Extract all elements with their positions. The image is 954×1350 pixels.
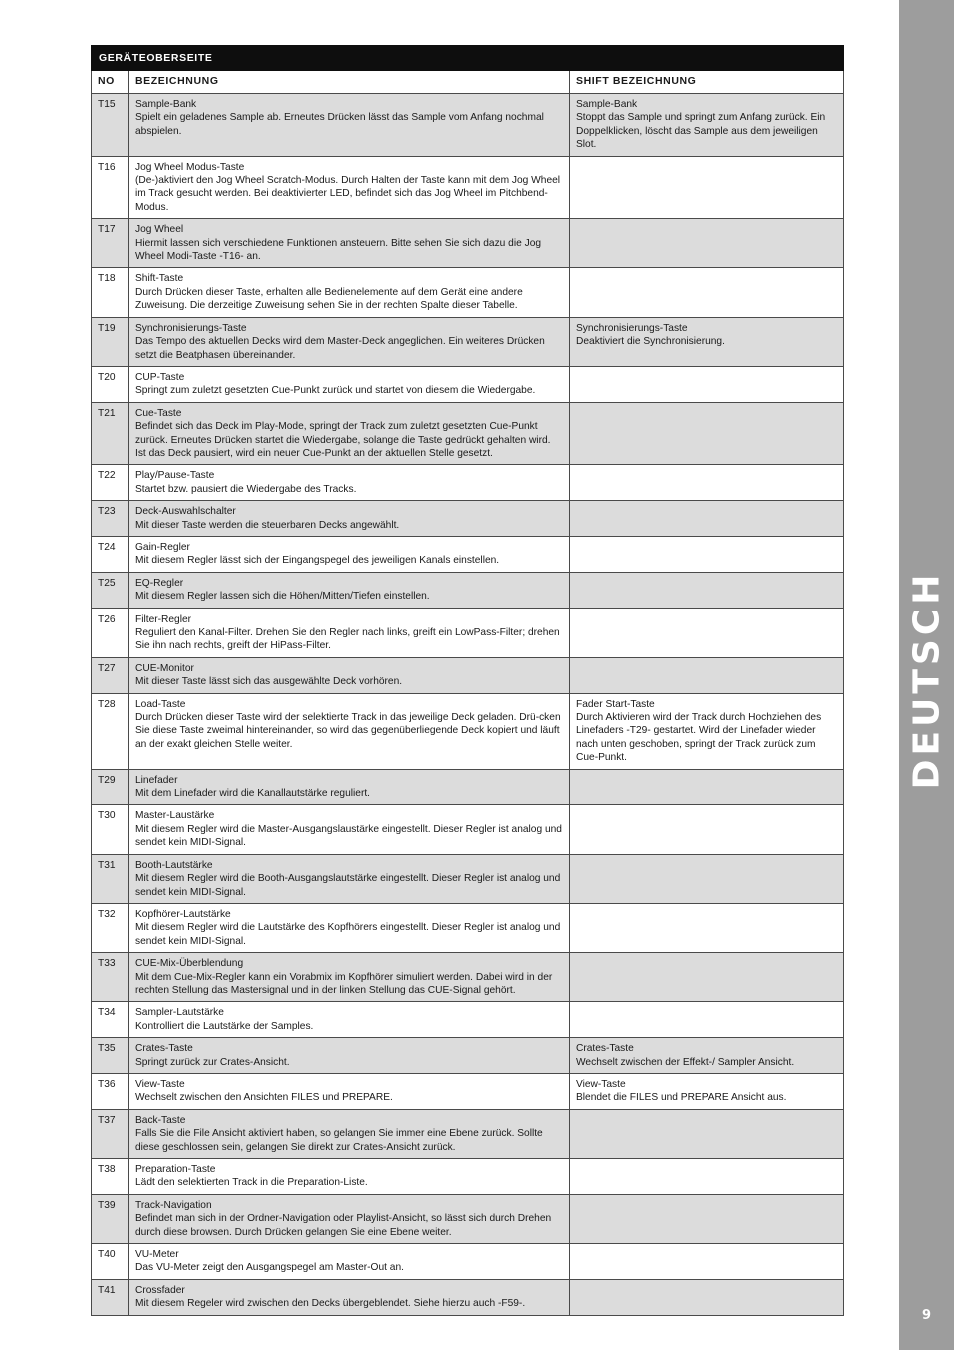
control-name: Synchronisierungs-Taste	[135, 322, 247, 334]
row-shift-description	[570, 1002, 844, 1038]
control-description: Mit diesem Regler wird die Master-Ausgangslaustärke eingestellt. Dieser Regler ist analog und sendet kein MIDI-Signal.	[135, 823, 562, 849]
table-row	[92, 608, 844, 657]
row-number-text: T21	[98, 407, 116, 419]
row-description	[129, 366, 570, 402]
control-name: Sample-Bank	[135, 99, 197, 110]
row-shift-description	[570, 1073, 844, 1109]
control-description: Mit dieser Taste lässt sich das ausgewählte Deck vorhören.	[135, 676, 403, 688]
row-shift-description	[570, 657, 844, 693]
control-description: Falls Sie die File Ansicht aktiviert haben, so gelangen Sie immer eine Ebene zurück. Sollte diese geschlossen sein, gelangen Sie direkt zur Crates-Ansicht zurück.	[135, 1128, 543, 1153]
row-number	[92, 953, 129, 1002]
shift-control-description: Blendet die FILES und PREPARE Ansicht aus.	[576, 1092, 787, 1104]
control-name: VU-Meter	[135, 1249, 179, 1261]
row-number-text: T19	[98, 322, 116, 334]
table-row	[92, 953, 844, 1002]
row-shift-description	[570, 501, 844, 537]
row-number	[92, 805, 129, 854]
row-description	[129, 1038, 570, 1074]
row-number-text: T41	[98, 1284, 116, 1296]
control-name: Cue-Taste	[135, 407, 182, 419]
row-shift-description	[570, 94, 844, 157]
control-description: Kontrolliert die Lautstärke der Samples.	[135, 1020, 314, 1032]
row-number	[92, 657, 129, 693]
row-number	[92, 536, 129, 572]
column-header-shift: SHIFT BEZEICHNUNG	[570, 71, 844, 94]
row-shift-description	[570, 805, 844, 854]
row-number-text: T25	[98, 577, 116, 589]
control-name: Kopfhörer-Lautstärke	[135, 908, 231, 920]
row-description	[129, 572, 570, 608]
row-description	[129, 501, 570, 537]
shift-control-name: Synchronisierungs-Taste	[576, 322, 688, 334]
section-title: GERÄTEOBERSEITE	[92, 46, 844, 71]
control-description: (De-)aktiviert den Jog Wheel Scratch-Modus. Durch Halten der Taste kann mit dem Jog Wheel im Track gesucht werden. Bei deaktivierter LED, befindet sich das Jog Wheel im Pitchbend-Modus.	[135, 175, 561, 213]
row-shift-description	[570, 769, 844, 805]
table-row	[92, 1109, 844, 1158]
control-description: Mit diesem Regler wird die Lautstärke des Kopfhörers eingestellt. Dieser Regler ist analog und sendet kein MIDI-Signal.	[135, 922, 561, 947]
row-description	[129, 953, 570, 1002]
control-description: Springt zum zuletzt gesetzten Cue-Punkt zurück und startet von diesem die Wiedergabe.	[135, 385, 536, 397]
shift-control-name: View-Taste	[576, 1078, 626, 1090]
table-row	[92, 1159, 844, 1195]
table-row	[92, 903, 844, 952]
row-description	[129, 1002, 570, 1038]
language-title-text: DEUTSCH	[906, 570, 947, 790]
table-row	[92, 1279, 844, 1315]
row-number-text: T18	[98, 273, 116, 285]
control-description: Spielt ein geladenes Sample ab. Erneutes Drücken lässt das Sample vom Anfang nochmal abspielen.	[135, 112, 544, 137]
control-description: Mit diesem Regeler wird zwischen den Decks übergeblendet. Siehe hierzu auch -F59-.	[135, 1298, 526, 1310]
control-name: Track-Navigation	[135, 1199, 212, 1211]
control-description: Lädt den selektierten Track in die Preparation-Liste.	[135, 1177, 368, 1189]
row-description	[129, 854, 570, 903]
control-name: Preparation-Taste	[135, 1164, 216, 1175]
row-description	[129, 657, 570, 693]
row-shift-description	[570, 1109, 844, 1158]
row-number-text: T33	[98, 958, 116, 970]
row-description	[129, 536, 570, 572]
table-row	[92, 769, 844, 805]
shift-control-description: Deaktiviert die Synchronisierung.	[576, 336, 725, 348]
control-name: Booth-Lautstärke	[135, 859, 213, 871]
row-number-text: T37	[98, 1114, 116, 1126]
row-description	[129, 903, 570, 952]
row-description	[129, 317, 570, 366]
row-shift-description	[570, 1038, 844, 1074]
row-description	[129, 156, 570, 219]
row-description	[129, 608, 570, 657]
language-title	[899, 560, 954, 800]
row-number	[92, 854, 129, 903]
row-number-text: T15	[98, 99, 116, 110]
row-description	[129, 693, 570, 769]
row-number-text: T24	[98, 541, 116, 553]
row-description	[129, 219, 570, 268]
row-number-text: T23	[98, 506, 116, 518]
row-number	[92, 1159, 129, 1195]
table-row	[92, 1002, 844, 1038]
control-name: Back-Taste	[135, 1114, 186, 1126]
table-row	[92, 501, 844, 537]
row-number	[92, 1279, 129, 1315]
row-number	[92, 219, 129, 268]
row-shift-description	[570, 903, 844, 952]
shift-control-description: Durch Aktivieren wird der Track durch Hochziehen des Linefaders -T29- gestartet. Wird der Linefader wieder nach unten geschoben, springt der Track zurück zum Cue-Punkt.	[576, 712, 822, 764]
control-description: Mit diesem Regler lassen sich die Höhen/Mitten/Tiefen einstellen.	[135, 591, 430, 603]
table-row	[92, 219, 844, 268]
row-number-text: T28	[98, 698, 116, 710]
row-number	[92, 1073, 129, 1109]
control-name: CUE-Monitor	[135, 662, 194, 674]
table-row	[92, 156, 844, 219]
row-description	[129, 1244, 570, 1280]
control-description: Mit diesem Regler lässt sich der Eingangspegel des jeweiligen Kanals einstellen.	[135, 555, 500, 567]
row-number-text: T38	[98, 1164, 116, 1175]
row-number-text: T40	[98, 1249, 116, 1261]
row-number	[92, 1194, 129, 1243]
row-shift-description	[570, 1194, 844, 1243]
table-row	[92, 1194, 844, 1243]
row-number	[92, 1038, 129, 1074]
row-number	[92, 366, 129, 402]
row-shift-description	[570, 366, 844, 402]
row-description	[129, 1159, 570, 1195]
control-name: CUE-Mix-Überblendung	[135, 958, 244, 970]
row-number-text: T31	[98, 859, 116, 871]
row-number	[92, 1109, 129, 1158]
control-name: Play/Pause-Taste	[135, 470, 215, 482]
row-number	[92, 156, 129, 219]
row-shift-description	[570, 219, 844, 268]
column-header-row	[92, 71, 844, 94]
row-number-text: T22	[98, 470, 116, 482]
row-number-text: T35	[98, 1043, 116, 1055]
shift-control-description: Wechselt zwischen der Effekt-/ Sampler Ansicht.	[576, 1056, 795, 1068]
control-name: Crates-Taste	[135, 1043, 193, 1055]
control-name: Linefader	[135, 774, 178, 786]
table-row	[92, 657, 844, 693]
control-description: Springt zurück zur Crates-Ansicht.	[135, 1056, 290, 1068]
row-description	[129, 769, 570, 805]
column-header-no: NO	[92, 71, 129, 94]
row-number-text: T30	[98, 810, 116, 822]
row-number-text: T32	[98, 908, 116, 920]
row-number-text: T39	[98, 1199, 116, 1211]
table-row	[92, 366, 844, 402]
row-number-text: T16	[98, 161, 116, 173]
row-number	[92, 769, 129, 805]
table-row	[92, 402, 844, 465]
row-shift-description	[570, 156, 844, 219]
control-name: Gain-Regler	[135, 541, 190, 553]
row-number	[92, 402, 129, 465]
control-name: Master-Laustärke	[135, 810, 215, 822]
table-row	[92, 805, 844, 854]
page-number: 9	[921, 1308, 932, 1323]
row-number-text: T29	[98, 774, 116, 786]
table-row	[92, 268, 844, 317]
control-name: Crossfader	[135, 1284, 185, 1296]
row-shift-description	[570, 1279, 844, 1315]
row-description	[129, 94, 570, 157]
row-number	[92, 572, 129, 608]
row-description	[129, 268, 570, 317]
row-number-text: T17	[98, 224, 116, 236]
table-row	[92, 536, 844, 572]
row-number-text: T34	[98, 1007, 116, 1019]
table-row	[92, 854, 844, 903]
table-row	[92, 1038, 844, 1074]
control-description: Mit dem Linefader wird die Kanallautstärke reguliert.	[135, 788, 370, 800]
row-number-text: T26	[98, 613, 116, 625]
row-number	[92, 693, 129, 769]
control-description: Durch Drücken dieser Taste, erhalten alle Bedienelemente auf dem Gerät eine andere Zuweisung. Die derzeitige Zuweisung sehen Sie in der rechten Spalte dieser Tabelle.	[135, 286, 523, 312]
row-number	[92, 1002, 129, 1038]
control-description: Mit diesem Regler wird die Booth-Ausgangslautstärke eingestellt. Dieser Regler ist analog und sendet kein MIDI-Signal.	[135, 873, 561, 898]
control-name: Jog Wheel	[135, 224, 184, 236]
row-description	[129, 402, 570, 465]
row-shift-description	[570, 572, 844, 608]
row-number	[92, 94, 129, 157]
row-shift-description	[570, 317, 844, 366]
control-description: Mit dieser Taste werden die steuerbaren Decks angewählt.	[135, 519, 400, 531]
control-name: View-Taste	[135, 1078, 185, 1090]
row-number	[92, 317, 129, 366]
shift-control-description: Stoppt das Sample und springt zum Anfang zurück. Ein Doppelklicken, löscht das Sample aus dem jeweiligen Slot.	[576, 112, 826, 151]
control-description: Das VU-Meter zeigt den Ausgangspegel am Master-Out an.	[135, 1262, 404, 1274]
row-shift-description	[570, 693, 844, 769]
control-name: EQ-Regler	[135, 577, 184, 589]
control-description: Hiermit lassen sich verschiedene Funktionen ansteuern. Bitte sehen Sie sich dazu die Jog Wheel Modi-Taste -T16- an.	[135, 237, 542, 263]
row-number	[92, 903, 129, 952]
row-shift-description	[570, 854, 844, 903]
control-description: Das Tempo des aktuellen Decks wird dem Master-Deck angeglichen. Ein weiteres Drücken setzt die Beatphasen übereinander.	[135, 336, 545, 361]
table-row	[92, 1244, 844, 1280]
row-shift-description	[570, 1159, 844, 1195]
controls-table	[91, 45, 844, 1316]
row-description	[129, 1073, 570, 1109]
row-number	[92, 1244, 129, 1280]
control-description: Reguliert den Kanal-Filter. Drehen Sie den Regler nach links, greift ein LowPass-Filter; drehen Sie ihn nach rechts, greift der HiPass-Filter.	[135, 627, 560, 652]
row-description	[129, 1194, 570, 1243]
row-number-text: T27	[98, 662, 116, 674]
control-description: Wechselt zwischen den Ansichten FILES und PREPARE.	[135, 1092, 393, 1104]
table-row	[92, 693, 844, 769]
row-shift-description	[570, 608, 844, 657]
shift-control-name: Sample-Bank	[576, 99, 638, 110]
control-description: Befindet sich das Deck im Play-Mode, springt der Track zum zuletzt gesetzten Cue-Punkt zurück. Erneutes Drücken startet die Wiedergabe, solange die Taste gedrückt gehalten wird. Ist das Deck pausiert, wird ein neuer Cue-Punkt an der aktuellen Stelle gesetzt.	[135, 421, 551, 459]
row-number	[92, 268, 129, 317]
row-number	[92, 465, 129, 501]
shift-control-name: Crates-Taste	[576, 1043, 634, 1055]
control-name: Sampler-Lautstärke	[135, 1007, 224, 1019]
control-name: CUP-Taste	[135, 371, 185, 383]
shift-control-name: Fader Start-Taste	[576, 698, 655, 710]
row-shift-description	[570, 465, 844, 501]
control-description: Mit dem Cue-Mix-Regler kann ein Vorabmix im Kopfhörer simuliert werden. Dabei wird in der rechten Stellung das Mastersignal und in der linken Stellung das CUE-Signal gehört.	[135, 971, 553, 996]
row-description	[129, 1109, 570, 1158]
control-description: Startet bzw. pausiert die Wiedergabe des Tracks.	[135, 483, 357, 495]
table-row	[92, 1073, 844, 1109]
control-name: Shift-Taste	[135, 273, 184, 285]
row-description	[129, 1279, 570, 1315]
control-name: Filter-Regler	[135, 613, 192, 625]
row-shift-description	[570, 536, 844, 572]
table-row	[92, 465, 844, 501]
column-header-name: BEZEICHNUNG	[129, 71, 570, 94]
control-name: Load-Taste	[135, 698, 186, 710]
control-name: Jog Wheel Modus-Taste	[135, 161, 245, 173]
row-description	[129, 465, 570, 501]
row-number-text: T20	[98, 371, 116, 383]
table-row	[92, 572, 844, 608]
control-description: Befindet man sich in der Ordner-Navigation oder Playlist-Ansicht, so lässt sich durch Drehen durch diese browsen. Durch Drücken gelangen Sie eine Ebene weiter.	[135, 1213, 552, 1238]
row-number-text: T36	[98, 1078, 116, 1090]
control-name: Deck-Auswahlschalter	[135, 506, 236, 518]
row-shift-description	[570, 402, 844, 465]
row-shift-description	[570, 953, 844, 1002]
row-shift-description	[570, 1244, 844, 1280]
row-number	[92, 501, 129, 537]
control-description: Durch Drücken dieser Taste wird der selektierte Track in das jeweilige Deck geladen. Drü-cken Sie diese Taste zweimal hintereinander, so wird das gegenüberliegende Deck kopiert und läuft an der exakt gleichen Stelle weiter.	[135, 712, 561, 750]
row-number	[92, 608, 129, 657]
table-row	[92, 317, 844, 366]
row-shift-description	[570, 268, 844, 317]
row-description	[129, 805, 570, 854]
table-row	[92, 94, 844, 157]
